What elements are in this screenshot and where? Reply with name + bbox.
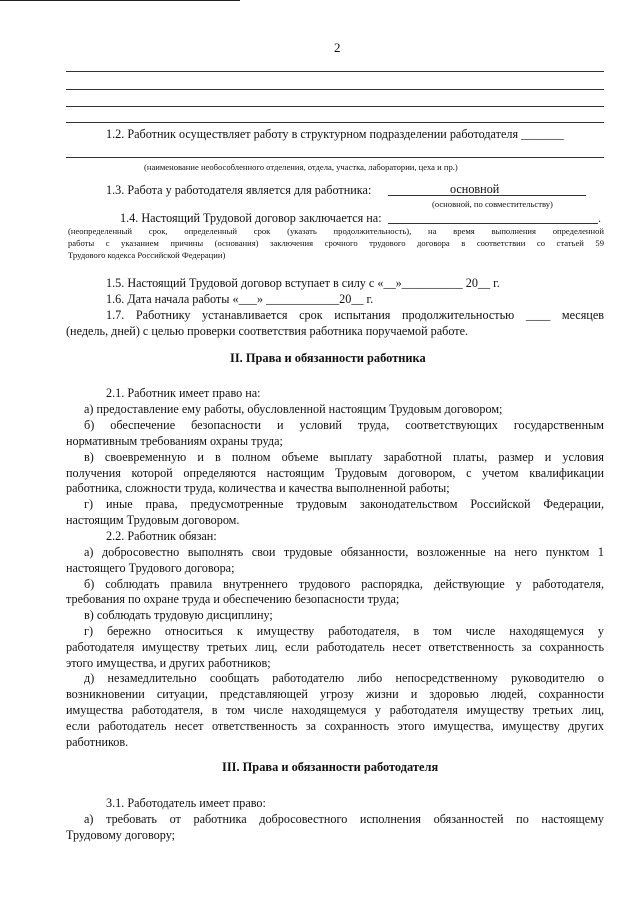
section-2-line: д) незамедлительно сообщать работодателю либо непосредственному руководителю о [84,671,604,685]
clause-1-7-line: 1.7. Работнику устанавливается срок испытания продолжительностью ____ месяцев [106,308,604,322]
section-2-line: работников. [66,735,129,749]
clause-1-4-note-line: Трудового кодекса Российской Федерации) [68,250,226,260]
clause-1-7-line: (недель, дней) с целью проверки соответствия работника поручаемой работе. [66,324,469,338]
section-3-line: 3.1. Работодатель имеет право: [106,796,266,810]
blank-line [66,89,604,90]
section-2-line: работодателя имуществу третьих лиц, если работодатель несет ответственность за сохранность [66,640,604,654]
section-2-line: настоящим Трудовым договором. [66,513,240,527]
clause-1-2-note: (наименование необособленного отделения, отдела, участка, лаборатории, цеха и пр.) [144,162,458,172]
section-2-line: нормативным требованиям охраны труда; [66,434,283,448]
section-3-line: а) требовать от работника добросовестного исполнения обязанностей по настоящему [84,812,604,826]
section-2-line: а) предоставление ему работы, обусловленной настоящим Трудовым договором; [84,402,503,416]
section-2-line: работника, сложности труда, количества и качества выполненной работы; [66,481,450,495]
blank-line [388,223,598,224]
section-2-line: в) соблюдать трудовую дисциплину; [84,608,273,622]
blank-line [66,106,604,107]
top-edge-line [0,0,240,1]
clause-1-3-value: основной [450,182,500,196]
page-number: 2 [334,40,341,55]
clause-1-2: 1.2. Работник осуществляет работу в структурном подразделении работодателя _______ [106,127,564,141]
clause-1-3-label: 1.3. Работа у работодателя является для работника: [106,183,372,197]
section-2-line: получения которой определяются настоящим Трудовым договором, с учетом квалификации [66,466,604,480]
section-2-line: г) иные права, предусмотренные трудовым законодательством Российской Федерации, [84,497,604,511]
section-2-line: если работодатель несет ответственность за сохранность этого имущества, имуществу других [66,719,604,733]
clause-1-6: 1.6. Дата начала работы «___» ____________20__ г. [106,292,374,306]
section-2-line: имущества работодателя, в том числе находящемуся у работодателя имуществу третьих лиц, [66,703,604,717]
blank-line [66,122,604,123]
section-2-line: б) обеспечение безопасности и условий труда, соответствующих государственным [84,418,604,432]
clause-1-4-note-line: (неопределенный срок, определенный срок (указать продолжительность), на время выполнения определенной [68,226,604,236]
blank-line [66,71,604,72]
clause-1-3-note: (основной, по совместительству) [432,199,553,209]
section-2-heading: II. Права и обязанности работника [230,351,426,365]
section-2-line: этого имущества, и других работников; [66,656,271,670]
section-3-heading: III. Права и обязанности работодателя [222,760,439,774]
section-2-line: 2.1. Работник имеет право на: [106,386,261,400]
blank-line [66,157,604,158]
clause-1-4-note-line: работы с указанием причины (основания) заключения срочного трудового договора в соответствии со статьей 59 [68,238,604,248]
section-2-line: настоящего Трудового договора; [66,561,235,575]
period: . [598,211,601,225]
clause-1-5: 1.5. Настоящий Трудовой договор вступает в силу с «__»__________ 20__ г. [106,276,500,290]
clause-1-4-label: 1.4. Настоящий Трудовой договор заключается на: [120,211,382,225]
section-2-line: а) добросовестно выполнять свои трудовые обязанности, возложенные на него пунктом 1 [84,545,604,559]
section-2-line: 2.2. Работник обязан: [106,529,217,543]
section-2-line: требования по охране труда и обеспечению безопасности труда; [66,592,400,606]
section-2-line: г) бережно относиться к имуществу работодателя, в том числе находящемуся у [84,624,604,638]
section-2-line: возникновении ситуации, представляющей угрозу жизни и здоровью людей, сохранности [66,687,604,701]
section-2-line: б) соблюдать правила внутреннего трудового распорядка, действующие у работодателя, [84,577,604,591]
section-3-line: Трудовому договору; [66,828,176,842]
section-2-line: в) своевременную и в полном объеме выплату заработной платы, размер и условия [84,450,604,464]
